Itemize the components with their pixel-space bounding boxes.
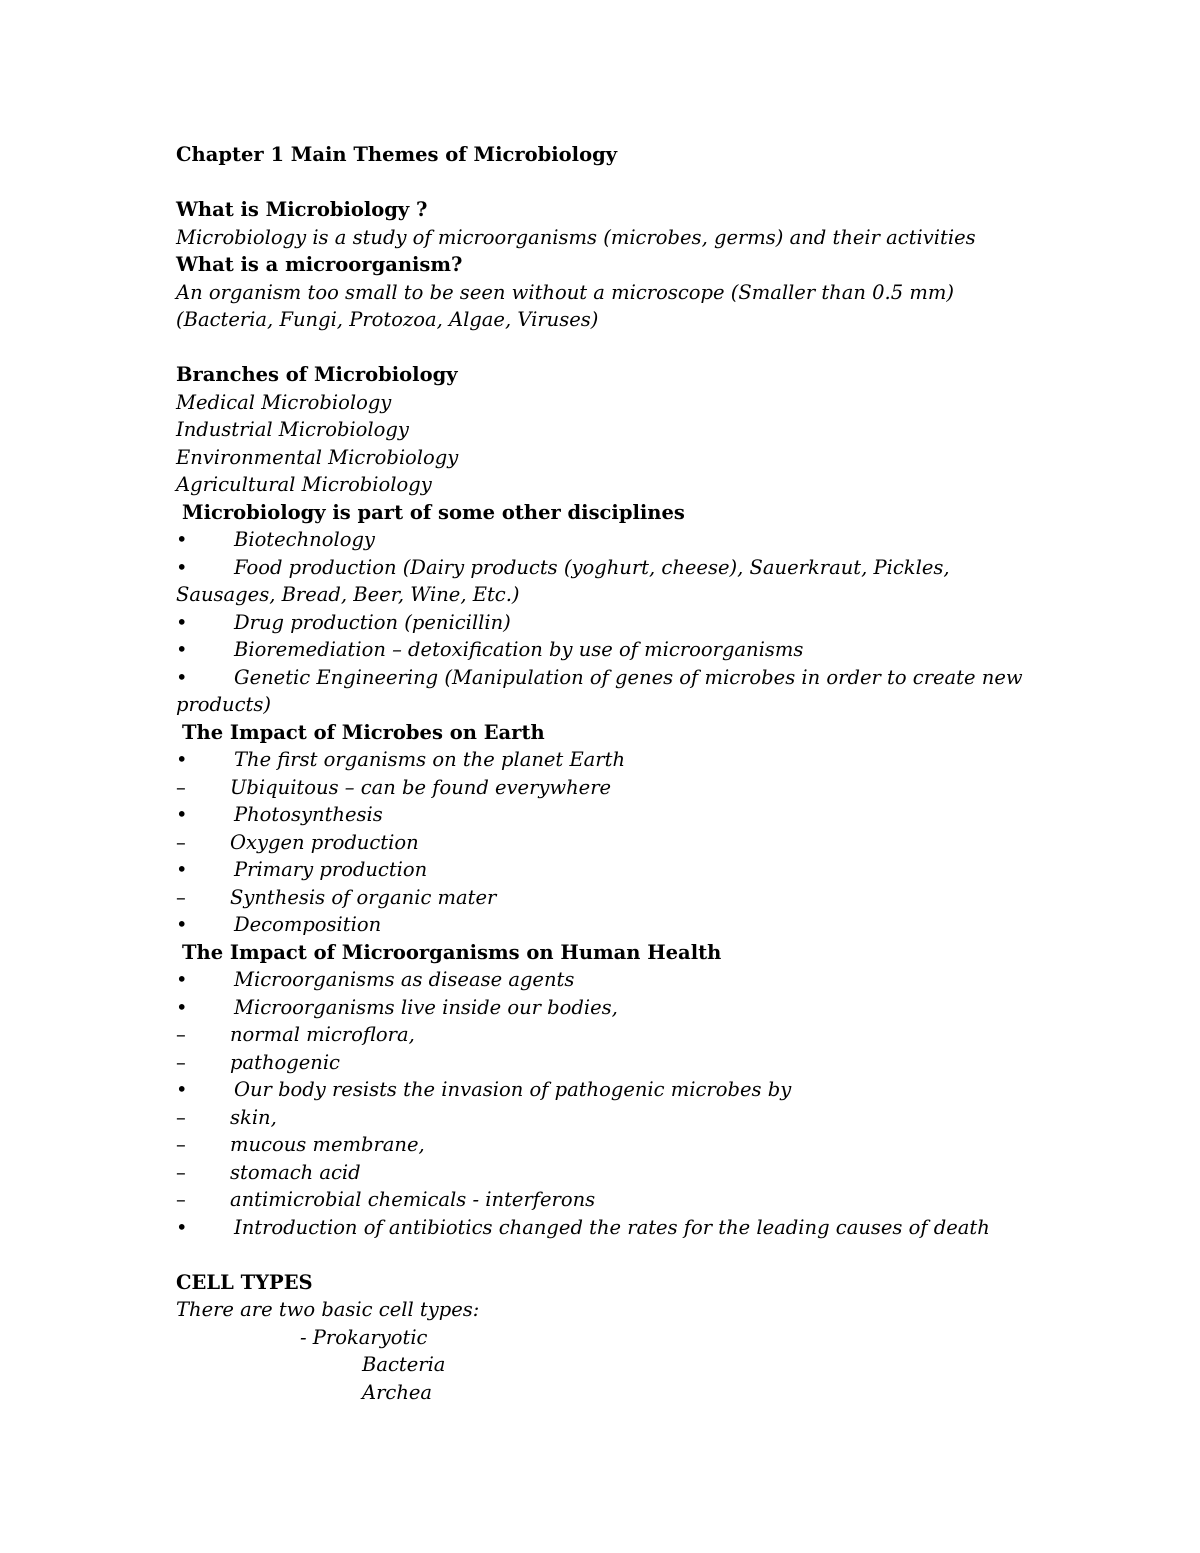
document-page	[176, 141, 1076, 1406]
health-heading: The Impact of Microorganisms on Human Health	[182, 940, 722, 964]
health-text: mucous membrane,	[230, 1133, 425, 1156]
discipline-text: Biotechnology	[234, 528, 375, 551]
bullet-icon: •	[176, 748, 188, 771]
spacer	[176, 334, 1076, 362]
answer-microbiology-definition: Microbiology is a study of microorganisms (microbes, germs) and their activities	[176, 225, 976, 249]
health-item	[176, 1104, 1076, 1132]
impact-item	[176, 746, 1076, 774]
impact-item	[176, 856, 1076, 884]
health-text: Microorganisms live inside our bodies,	[234, 995, 618, 1019]
question-what-is-microbiology: What is Microbiology ?	[176, 198, 428, 221]
bullet-icon: •	[176, 968, 188, 991]
health-item	[176, 1076, 1076, 1104]
bullet-icon: •	[176, 610, 188, 634]
bullet-icon: •	[176, 913, 188, 936]
branch-item: Medical Microbiology	[176, 390, 392, 414]
dash-icon: –	[176, 775, 186, 799]
answer-microorganism-definition: An organism too small to be seen without a microscope (Smaller than 0.5 mm)	[176, 280, 954, 304]
impact-text: Synthesis of organic mater	[230, 885, 497, 909]
health-text: stomach acid	[230, 1160, 361, 1184]
impact-text: The first organisms on the planet Earth	[234, 748, 626, 771]
impact-text: Primary production	[234, 858, 428, 881]
dash-icon: –	[176, 830, 186, 854]
impact-item	[176, 774, 1076, 802]
spacer	[176, 169, 1076, 197]
bullet-icon: •	[176, 528, 188, 551]
impact-text: Ubiquitous – can be found everywhere	[230, 775, 612, 799]
health-text: Microorganisms as disease agents	[234, 968, 575, 991]
branch-item: Agricultural Microbiology	[176, 473, 432, 496]
impact-item	[176, 829, 1076, 857]
discipline-item	[176, 609, 1076, 637]
health-item	[176, 1049, 1076, 1077]
impact-text: Photosynthesis	[234, 803, 383, 826]
branch-item: Environmental Microbiology	[176, 445, 459, 469]
discipline-item-continuation: products)	[176, 693, 271, 716]
discipline-item	[176, 554, 1076, 582]
cell-subtype-bacteria: Bacteria	[362, 1353, 446, 1376]
cell-subtype-archea: Archea	[362, 1380, 433, 1404]
discipline-item-continuation: Sausages, Bread, Beer, Wine, Etc.)	[176, 583, 520, 606]
health-text: pathogenic	[230, 1050, 340, 1074]
dash-icon: –	[176, 885, 186, 909]
branch-item: Industrial Microbiology	[176, 418, 409, 441]
bullet-icon: •	[176, 1078, 188, 1101]
health-text: Our body resists the invasion of pathogenic microbes by	[234, 1078, 792, 1101]
cell-type-prokaryotic: - Prokaryotic	[300, 1325, 428, 1349]
health-text: normal microflora,	[230, 1023, 415, 1046]
answer-microorganism-examples: (Bacteria, Fungi, Protozoa, Algae, Viruses)	[176, 308, 599, 331]
impact-item	[176, 801, 1076, 829]
impact-text: Oxygen production	[230, 830, 419, 854]
impact-heading: The Impact of Microbes on Earth	[182, 720, 545, 744]
impact-item	[176, 911, 1076, 939]
bullet-icon: •	[176, 803, 188, 826]
discipline-item	[176, 636, 1076, 664]
discipline-text: Genetic Engineering (Manipulation of genes of microbes in order to create new	[234, 665, 1023, 689]
cell-types-intro: There are two basic cell types:	[176, 1298, 480, 1321]
impact-item	[176, 884, 1076, 912]
bullet-icon: •	[176, 1215, 188, 1239]
discipline-text: Bioremediation – detoxification by use of microorganisms	[234, 638, 804, 661]
chapter-title: Chapter 1 Main Themes of Microbiology	[176, 143, 618, 166]
bullet-icon: •	[176, 555, 188, 579]
discipline-text: Food production (Dairy products (yoghurt, cheese), Sauerkraut, Pickles,	[234, 555, 950, 579]
bullet-icon: •	[176, 995, 188, 1019]
health-item	[176, 1159, 1076, 1187]
dash-icon: –	[176, 1188, 186, 1211]
health-item	[176, 1186, 1076, 1214]
spacer	[176, 1241, 1076, 1269]
health-text: Introduction of antibiotics changed the rates for the leading causes of death	[234, 1215, 990, 1239]
health-item	[176, 966, 1076, 994]
dash-icon: –	[176, 1023, 186, 1046]
discipline-text: Drug production (penicillin)	[234, 610, 511, 634]
health-item	[176, 1131, 1076, 1159]
question-what-is-microorganism: What is a microorganism?	[176, 253, 463, 276]
health-text: antimicrobial chemicals - interferons	[230, 1188, 596, 1211]
dash-icon: –	[176, 1133, 186, 1156]
bullet-icon: •	[176, 858, 188, 881]
bullet-icon: •	[176, 665, 188, 689]
dash-icon: –	[176, 1160, 186, 1184]
impact-text: Decomposition	[234, 913, 382, 936]
health-item	[176, 1214, 1076, 1242]
discipline-item	[176, 664, 1076, 692]
bullet-icon: •	[176, 638, 188, 661]
dash-icon: –	[176, 1050, 186, 1074]
branches-heading: Branches of Microbiology	[176, 363, 458, 386]
discipline-item	[176, 526, 1076, 554]
disciplines-heading: Microbiology is part of some other disciplines	[182, 500, 685, 524]
dash-icon: –	[176, 1105, 186, 1129]
health-text: skin,	[230, 1105, 277, 1129]
health-item	[176, 1021, 1076, 1049]
health-item	[176, 994, 1076, 1022]
cell-types-heading: CELL TYPES	[176, 1270, 313, 1294]
